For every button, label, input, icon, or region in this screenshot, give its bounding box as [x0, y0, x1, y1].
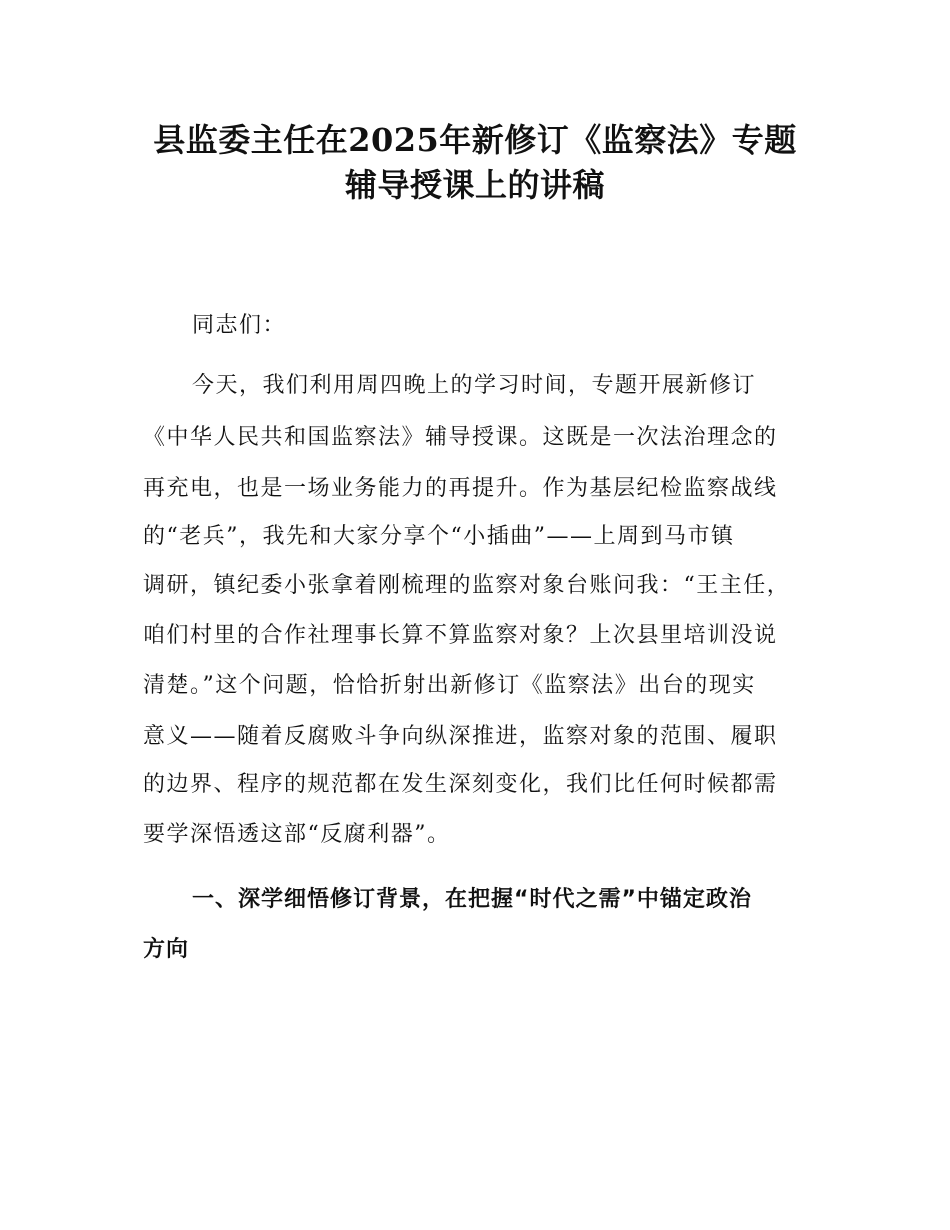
paragraph-line: 调研，镇纪委小张拿着刚梳理的监察对象台账问我：“王主任， [143, 573, 791, 598]
document-title-line-2: 辅导授课上的讲稿 [344, 166, 605, 204]
paragraph-line: 的边界、程序的规范都在发生深刻变化，我们比任何时候都需 [143, 772, 778, 797]
paragraph-line: 再充电，也是一场业务能力的再提升。作为基层纪检监察战线 [143, 476, 778, 501]
paragraph-line: 的“老兵”，我先和大家分享个“小插曲”——上周到马市镇 [143, 524, 735, 549]
section-heading-line-2: 方向 [143, 937, 190, 962]
paragraph-line: 今天，我们利用周四晚上的学习时间，专题开展新修订 [192, 373, 757, 398]
paragraph-line: 意义——随着反腐败斗争向纵深推进，监察对象的范围、履职 [143, 724, 778, 749]
paragraph-line: 咱们村里的合作社理事长算不算监察对象？上次县里培训没说 [143, 623, 778, 648]
document-title-line-1: 县监委主任在2025年新修订《监察法》专题 [153, 121, 797, 159]
section-heading-line-1: 一、深学细悟修订背景，在把握“时代之需”中锚定政治 [192, 887, 752, 912]
paragraph-line: 《中华人民共和国监察法》辅导授课。这既是一次法治理念的 [143, 425, 778, 450]
salutation: 同志们： [192, 313, 287, 338]
paragraph-line: 要学深悟透这部“反腐利器”。 [143, 822, 451, 847]
paragraph-line: 清楚。”这个问题，恰恰折射出新修订《监察法》出台的现实 [143, 673, 756, 698]
